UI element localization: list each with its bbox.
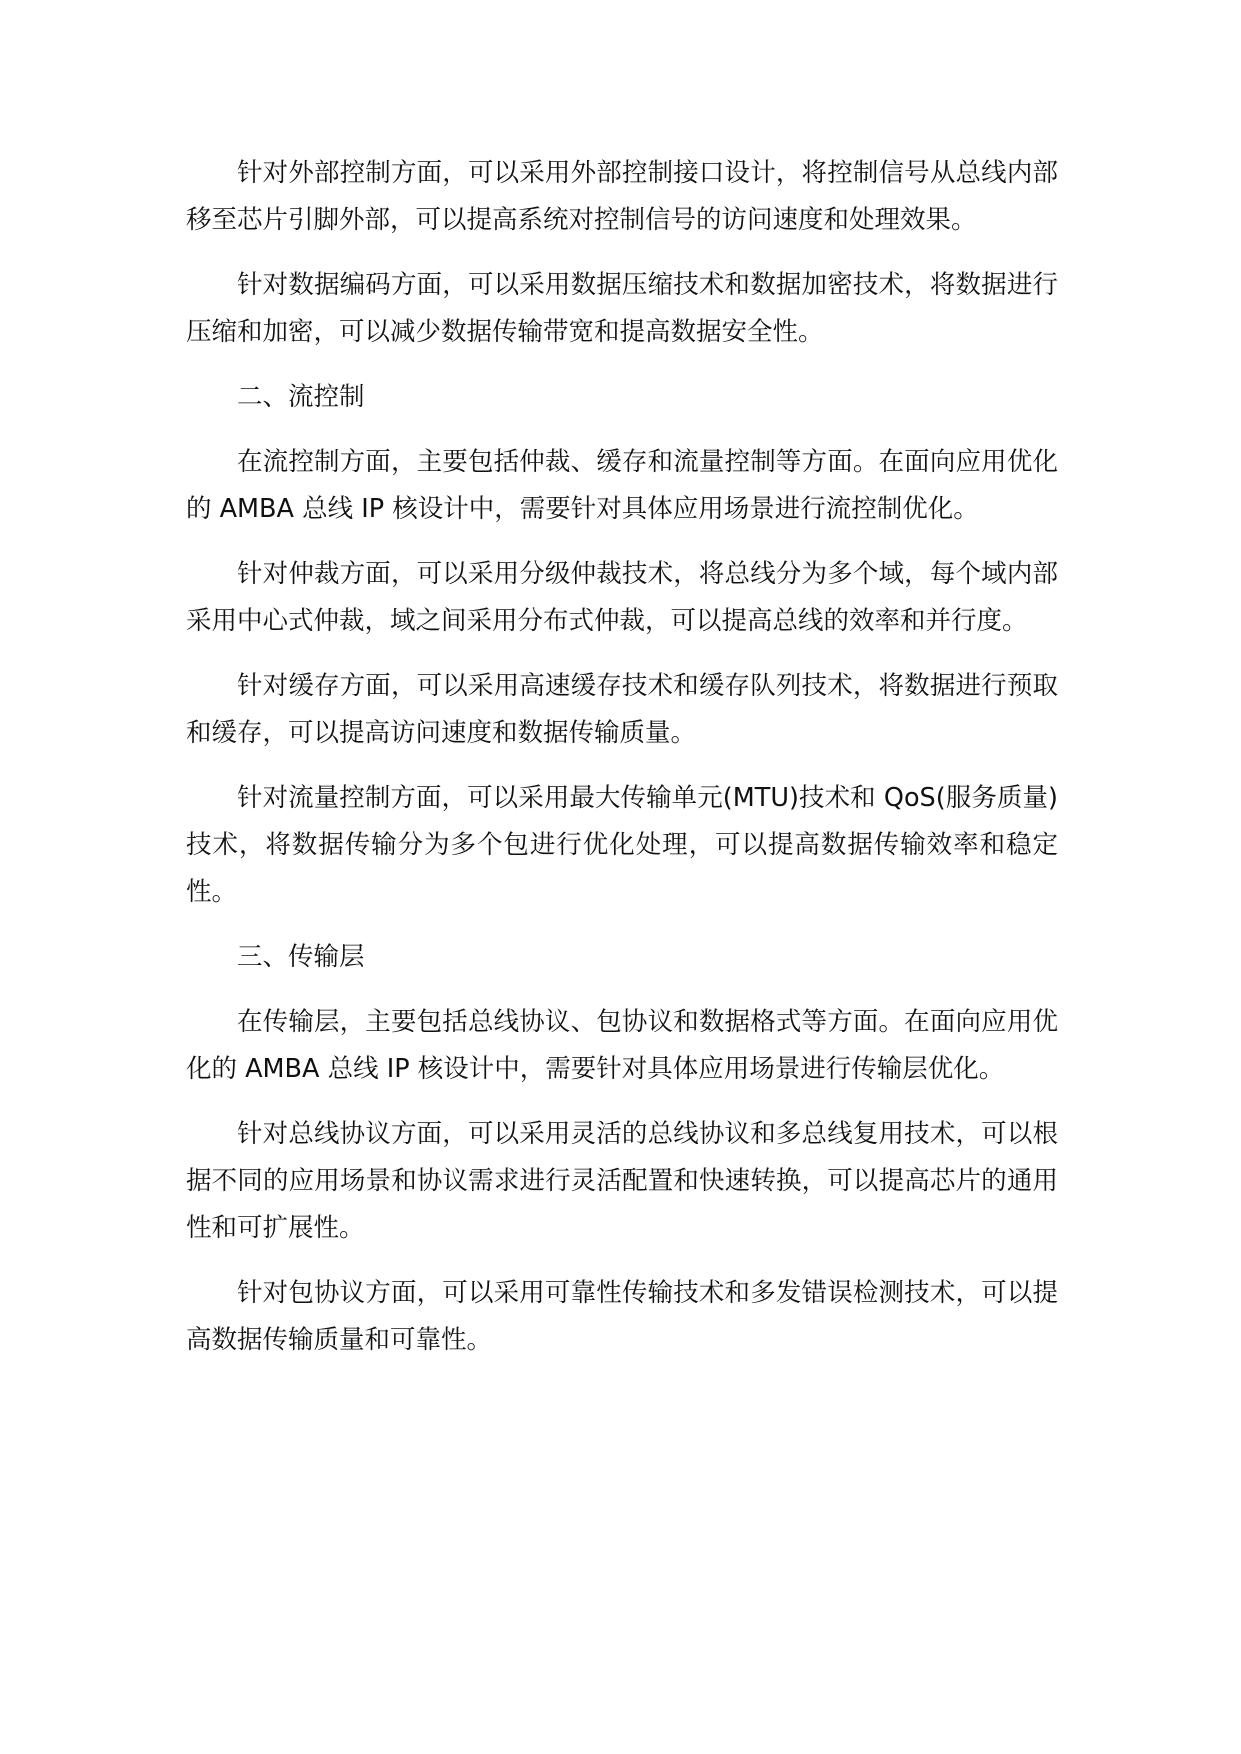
paragraph-cache: 针对缓存方面，可以采用高速缓存技术和缓存队列技术，将数据进行预取和缓存，可以提高访问速度和数据传输质量。 <box>186 671 1058 748</box>
paragraph-arbitration: 针对仲裁方面，可以采用分级仲裁技术，将总线分为多个域，每个域内部采用中心式仲裁，域之间采用分布式仲裁，可以提高总线的效率和并行度。 <box>186 559 1058 636</box>
paragraph-flow-control-intro: 在流控制方面，主要包括仲裁、缓存和流量控制等方面。在面向应用优化的 AMBA 总线 IP 核设计中，需要针对具体应用场景进行流控制优化。 <box>186 447 1058 524</box>
paragraph-transport-layer-intro: 在传输层，主要包括总线协议、包协议和数据格式等方面。在面向应用优化的 AMBA 总线 IP 核设计中，需要针对具体应用场景进行传输层优化。 <box>186 1007 1058 1084</box>
paragraph-traffic-control: 针对流量控制方面，可以采用最大传输单元(MTU)技术和 QoS(服务质量)技术，将数据传输分为多个包进行优化处理，可以提高数据传输效率和稳定性。 <box>186 783 1058 907</box>
document-body <box>186 150 1058 1382</box>
paragraph-external-control: 针对外部控制方面，可以采用外部控制接口设计，将控制信号从总线内部移至芯片引脚外部，可以提高系统对控制信号的访问速度和处理效果。 <box>186 158 1058 235</box>
paragraph-bus-protocol: 针对总线协议方面，可以采用灵活的总线协议和多总线复用技术，可以根据不同的应用场景和协议需求进行灵活配置和快速转换，可以提高芯片的通用性和可扩展性。 <box>186 1119 1058 1243</box>
paragraph-data-encoding: 针对数据编码方面，可以采用数据压缩技术和数据加密技术，将数据进行压缩和加密，可以减少数据传输带宽和提高数据安全性。 <box>186 270 1058 347</box>
section-heading-flow-control: 二、流控制 <box>237 382 365 412</box>
section-heading-transport-layer: 三、传输层 <box>237 942 365 972</box>
paragraph-packet-protocol: 针对包协议方面，可以采用可靠性传输技术和多发错误检测技术，可以提高数据传输质量和可靠性。 <box>186 1278 1058 1355</box>
